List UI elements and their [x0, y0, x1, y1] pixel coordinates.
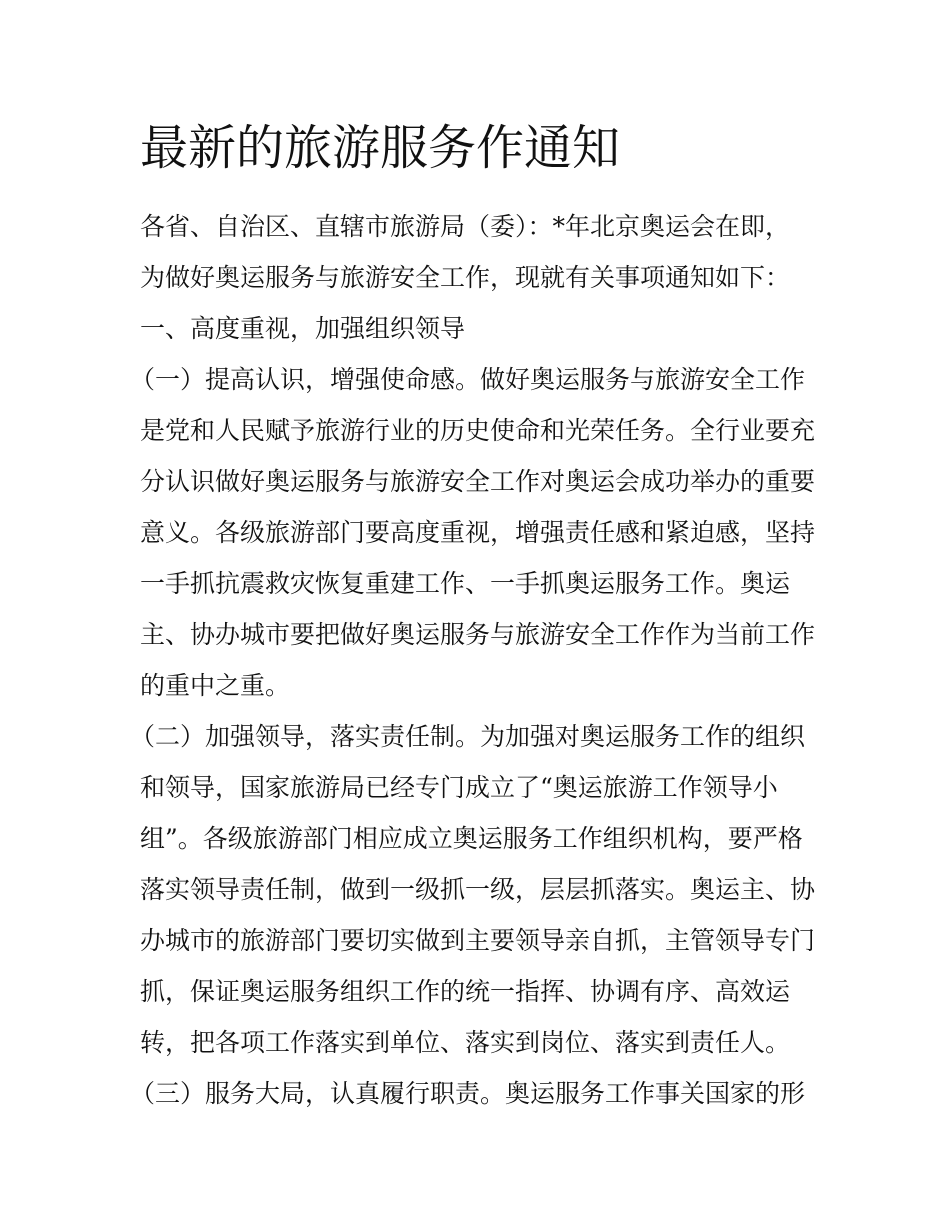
body-line: （一）提高认识，增强使命感。做好奥运服务与旅游安全工作 — [130, 365, 806, 394]
document-body — [130, 201, 830, 1119]
body-line: 和领导，国家旅游局已经专门成立了“奥运旅游工作领导小 — [140, 773, 778, 802]
document-title: 最新的旅游服务作通知 — [140, 120, 621, 176]
body-line: 主、协办城市要把做好奥运服务与旅游安全工作作为当前工作 — [140, 620, 816, 649]
body-line: 抓，保证奥运服务组织工作的统一指挥、协调有序、高效运 — [140, 977, 791, 1006]
body-line: 各省、自治区、直辖市旅游局（委）：*年北京奥运会在即， — [140, 212, 791, 241]
body-line: 组”。各级旅游部门相应成立奥运服务工作组织机构，要严格 — [140, 824, 803, 853]
body-line: 的重中之重。 — [140, 671, 291, 700]
body-line: 落实领导责任制，做到一级抓一级，层层抓落实。奥运主、协 — [140, 875, 816, 904]
body-line: 转，把各项工作落实到单位、落实到岗位、落实到责任人。 — [140, 1028, 791, 1057]
body-line: 分认识做好奥运服务与旅游安全工作对奥运会成功举办的重要 — [140, 467, 816, 496]
body-line: 一手抓抗震救灾恢复重建工作、一手抓奥运服务工作。奥运 — [140, 569, 791, 598]
body-line: （三）服务大局，认真履行职责。奥运服务工作事关国家的形 — [130, 1079, 806, 1108]
body-line: 为做好奥运服务与旅游安全工作，现就有关事项通知如下： — [140, 263, 791, 292]
body-line: （二）加强领导，落实责任制。为加强对奥运服务工作的组织 — [130, 722, 806, 751]
section-heading: 一、高度重视，加强组织领导 — [140, 314, 466, 343]
body-line: 办城市的旅游部门要切实做到主要领导亲自抓，主管领导专门 — [140, 926, 816, 955]
body-line: 意义。各级旅游部门要高度重视，增强责任感和紧迫感，坚持 — [140, 518, 816, 547]
body-line: 是党和人民赋予旅游行业的历史使命和光荣任务。全行业要充 — [140, 416, 816, 445]
